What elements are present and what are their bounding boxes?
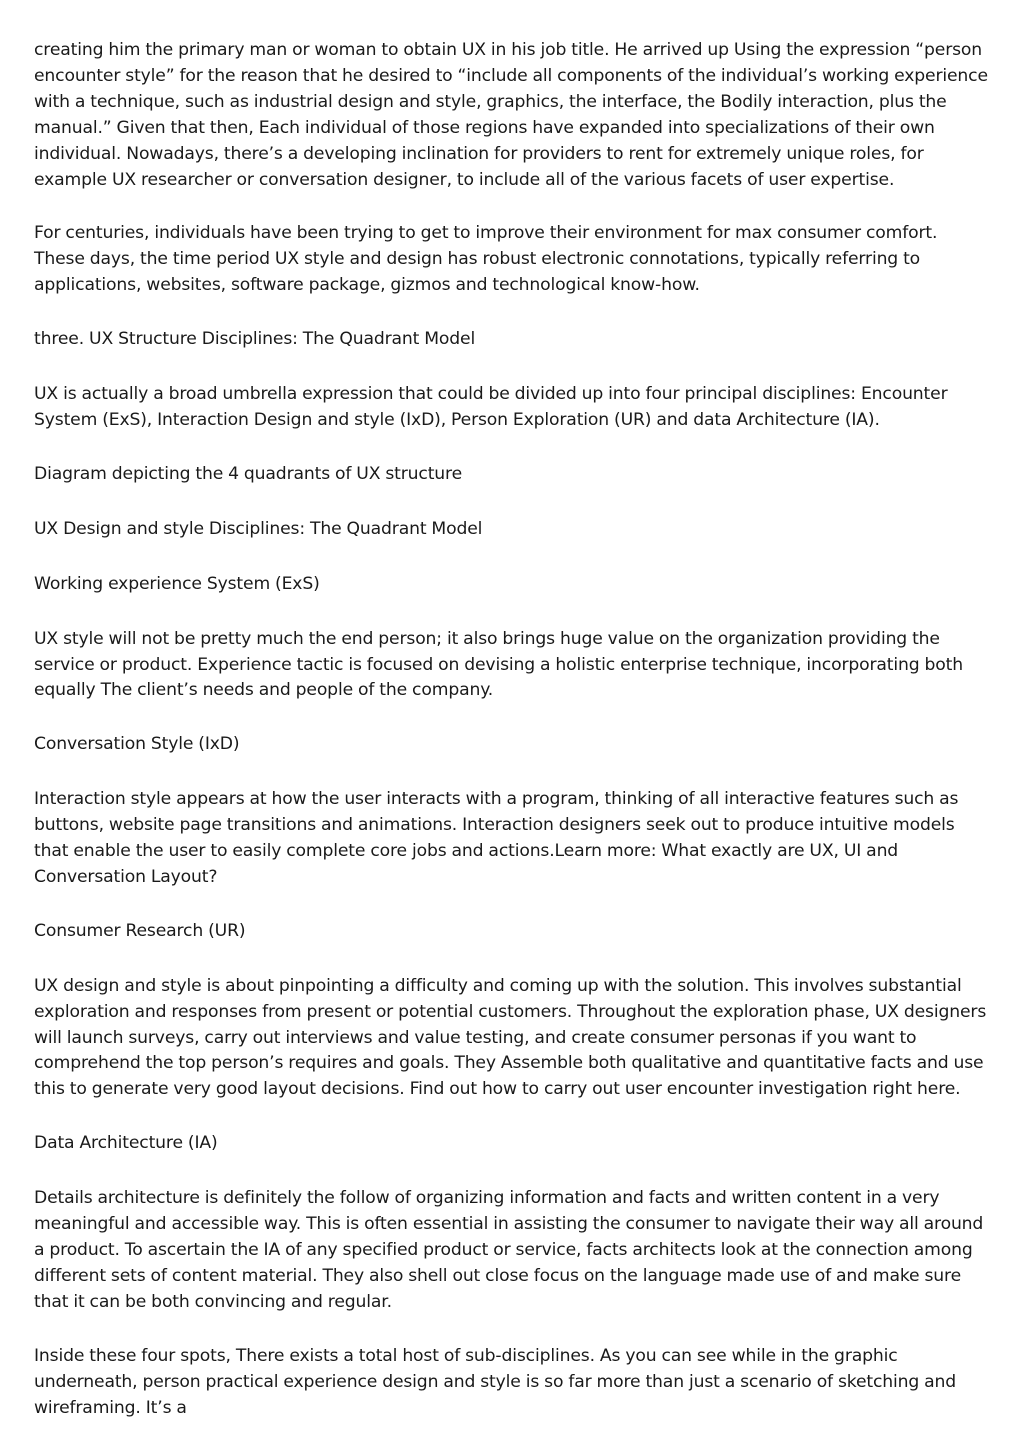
paragraph-ur: UX design and style is about pinpointing a difficulty and coming up with the solution. This involves substantial exploration and responses from present or potential customers. Throughout the exploration phase, UX designers will launch surveys, carry out interviews and value testing, and create consumer personas if you want to comprehend the top person’s requires and goals. They Assemble both qualitative and quantitative facts and use this to generate very good layout decisions. Find out how to carry out user encounter investigation right here. — [34, 975, 987, 1100]
heading-ia: Data Architecture (IA) — [34, 1133, 218, 1154]
heading-structure-disciplines: three. UX Structure Disciplines: The Quadrant Model — [34, 329, 476, 350]
heading-ur: Consumer Research (UR) — [34, 920, 246, 941]
heading-quadrant-model: UX Design and style Disciplines: The Quadrant Model — [34, 518, 483, 539]
paragraph-sub-disciplines: Inside these four spots, There exists a total host of sub-disciplines. As you can see while in the graphic underneath, person practical experience design and style is so far more than just a scenario of sketching and wireframing. It’s a — [34, 1345, 957, 1418]
paragraph-umbrella: UX is actually a broad umbrella expression that could be divided up into four principal disciplines: Encounter System (ExS), Interaction Design and style (IxD), Person Exploration (UR) and data Architecture (IA). — [34, 384, 948, 430]
heading-ixd: Conversation Style (IxD) — [34, 734, 240, 755]
paragraph-ux-title-origin: creating him the primary man or woman to obtain UX in his job title. He arrived up Using the expression “person encounter style” for the reason that he desired to “include all components of the individual’s working experience with a technique, such as industrial design and style, graphics, the interface, the Bodily interaction, plus the manual.” Given that then, Each individual of those regions have expanded into specializations of their own individual. Nowadays, there’s a developing inclination for providers to rent for extremely unique roles, for example UX researcher or conversation designer, to include all of the various facets of user expertise. — [34, 40, 988, 190]
heading-exs: Working experience System (ExS) — [34, 573, 320, 594]
image-caption-quadrants: Diagram depicting the 4 quadrants of UX structure — [34, 463, 463, 484]
paragraph-centuries: For centuries, individuals have been trying to get to improve their environment for max consumer comfort. These days, the time period UX style and design has robust electronic connotations, typically referring to applications, websites, software package, gizmos and technological know-how. — [34, 223, 938, 296]
paragraph-ixd: Interaction style appears at how the user interacts with a program, thinking of all interactive features such as buttons, website page transitions and animations. Interaction designers seek out to produce intuitive models that enable the user to easily complete core jobs and actions.Learn more: What exactly are UX, UI and Conversation Layout? — [34, 789, 959, 887]
paragraph-exs: UX style will not be pretty much the end person; it also brings huge value on the organization providing the service or product. Experience tactic is focused on devising a holistic enterprise technique, incorporating both equally The client’s needs and people of the company. — [34, 628, 963, 701]
paragraph-ia: Details architecture is definitely the follow of organizing information and facts and written content in a very meaningful and accessible way. This is often essential in assisting the consumer to navigate their way all around a product. To ascertain the IA of any specified product or service, facts architects look at the connection among different sets of content material. They also shell out close focus on the language made use of and make sure that it can be both convincing and regular. — [34, 1188, 984, 1312]
